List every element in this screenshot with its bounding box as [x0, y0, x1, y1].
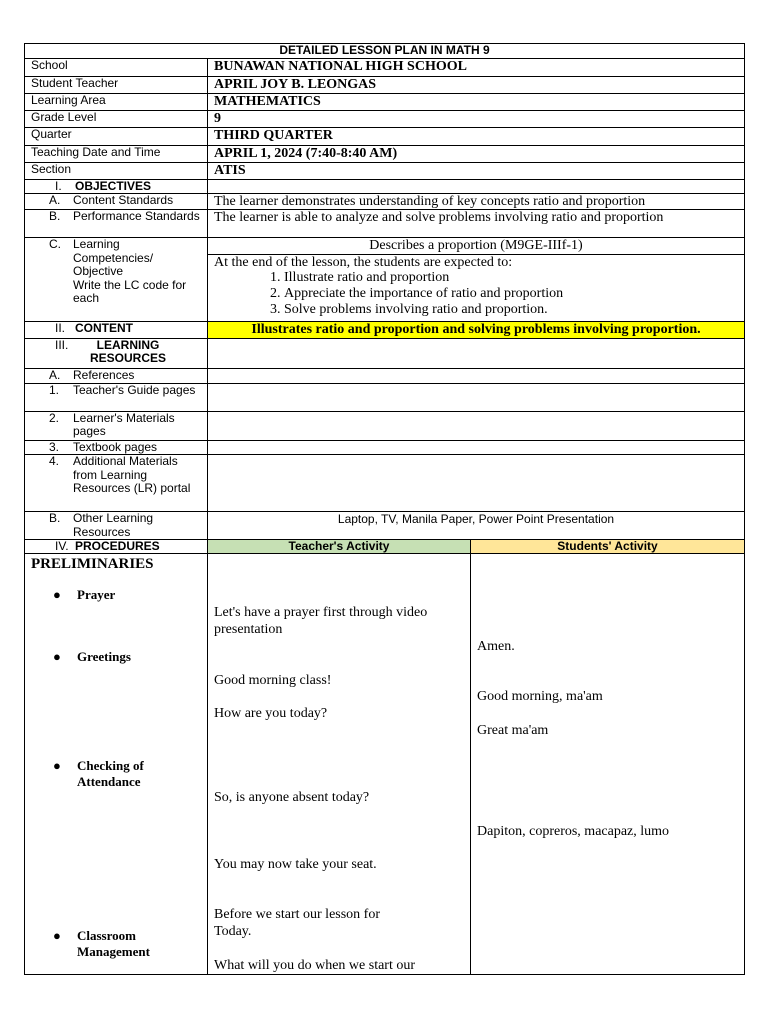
grade-label: Grade Level [25, 111, 208, 128]
teacher-before: Before we start our lesson for Today. [214, 907, 381, 939]
teacher-prayer: Let's have a prayer first through video presentation [214, 605, 428, 637]
preliminaries-heading: PRELIMINARIES [31, 556, 154, 572]
quarter-value: THIRD QUARTER [208, 128, 745, 146]
objectives-heading: I. OBJECTIVES [25, 180, 208, 194]
objective-item: 1. Illustrate ratio and proportion [284, 270, 738, 286]
date-label: Teaching Date and Time [25, 146, 208, 163]
content-heading: II. CONTENT [25, 322, 208, 339]
content-standards-label: A. Content Standards [25, 194, 208, 210]
teacher-value: APRIL JOY B. LEONGAS [208, 77, 745, 94]
student-activity-cell [471, 554, 745, 975]
bullet-management: ● Classroom Management [53, 928, 150, 959]
teacher-what: What will you do when we start our [214, 958, 416, 973]
bullet-prayer: ● Prayer [53, 587, 116, 602]
teacher-activity-cell [208, 554, 471, 975]
lesson-plan-table [24, 43, 745, 975]
content-value: Illustrates ratio and proportion and solving problems involving proportion. [208, 322, 745, 339]
area-value: MATHEMATICS [208, 94, 745, 111]
objective-item: 2. Appreciate the importance of ratio and proportion [284, 286, 738, 302]
teacher-label: Student Teacher [25, 77, 208, 94]
student-activity-header: Students' Activity [471, 540, 745, 554]
other-resources-value: Laptop, TV, Manila Paper, Power Point Presentation [208, 512, 745, 540]
student-great: Great ma'am [477, 723, 549, 738]
performance-standards-label: B. Performance Standards [25, 210, 208, 238]
objective-item: 3. Solve problems involving ratio and proportion. [284, 302, 738, 318]
preliminaries-cell [25, 554, 208, 975]
section-label: Section [25, 163, 208, 180]
learners-materials-label: 2. Learner's Materials pages [25, 411, 208, 440]
student-absent: Dapiton, copreros, macapaz, lumo [477, 824, 670, 839]
procedures-heading: IV. PROCEDURES [25, 540, 208, 554]
additional-materials-label: 4. Additional Materials from Learning Resources (LR) portal [25, 455, 208, 512]
teacher-greeting: Good morning class! [214, 673, 332, 688]
section-value: ATIS [208, 163, 745, 180]
grade-value: 9 [208, 111, 745, 128]
quarter-label: Quarter [25, 128, 208, 146]
other-resources-label: B. Other Learning Resources [25, 512, 208, 540]
area-label: Learning Area [25, 94, 208, 111]
performance-standards-value: The learner is able to analyze and solve problems involving ratio and proportion [208, 210, 745, 238]
textbook-label: 3. Textbook pages [25, 440, 208, 455]
bullet-attendance: ● Checking of Attendance [53, 758, 144, 789]
teacher-how: How are you today? [214, 706, 328, 721]
school-label: School [25, 59, 208, 77]
competency-code: Describes a proportion (M9GE-IIIf-1) [208, 238, 745, 255]
teacher-seat: You may now take your seat. [214, 857, 377, 872]
student-greeting: Good morning, ma'am [477, 689, 603, 704]
teacher-absent: So, is anyone absent today? [214, 790, 370, 805]
content-standards-value: The learner demonstrates understanding of key concepts ratio and proportion [208, 194, 745, 210]
objectives-intro: At the end of the lesson, the students are expected to: [214, 255, 513, 270]
bullet-greetings: ● Greetings [53, 649, 131, 664]
teachers-guide-label: 1. Teacher's Guide pages [25, 383, 208, 411]
date-value: APRIL 1, 2024 (7:40-8:40 AM) [208, 146, 745, 163]
competencies-label: C. Learning Competencies/ Objective Write the LC code for each [25, 238, 208, 322]
student-amen: Amen. [477, 639, 515, 654]
objectives-list [208, 255, 745, 322]
school-value: BUNAWAN NATIONAL HIGH SCHOOL [208, 59, 745, 77]
teacher-activity-header: Teacher's Activity [208, 540, 471, 554]
references-label: A. References [25, 369, 208, 384]
resources-heading: III. LEARNING RESOURCES [25, 339, 208, 369]
document-title: DETAILED LESSON PLAN IN MATH 9 [25, 44, 745, 59]
